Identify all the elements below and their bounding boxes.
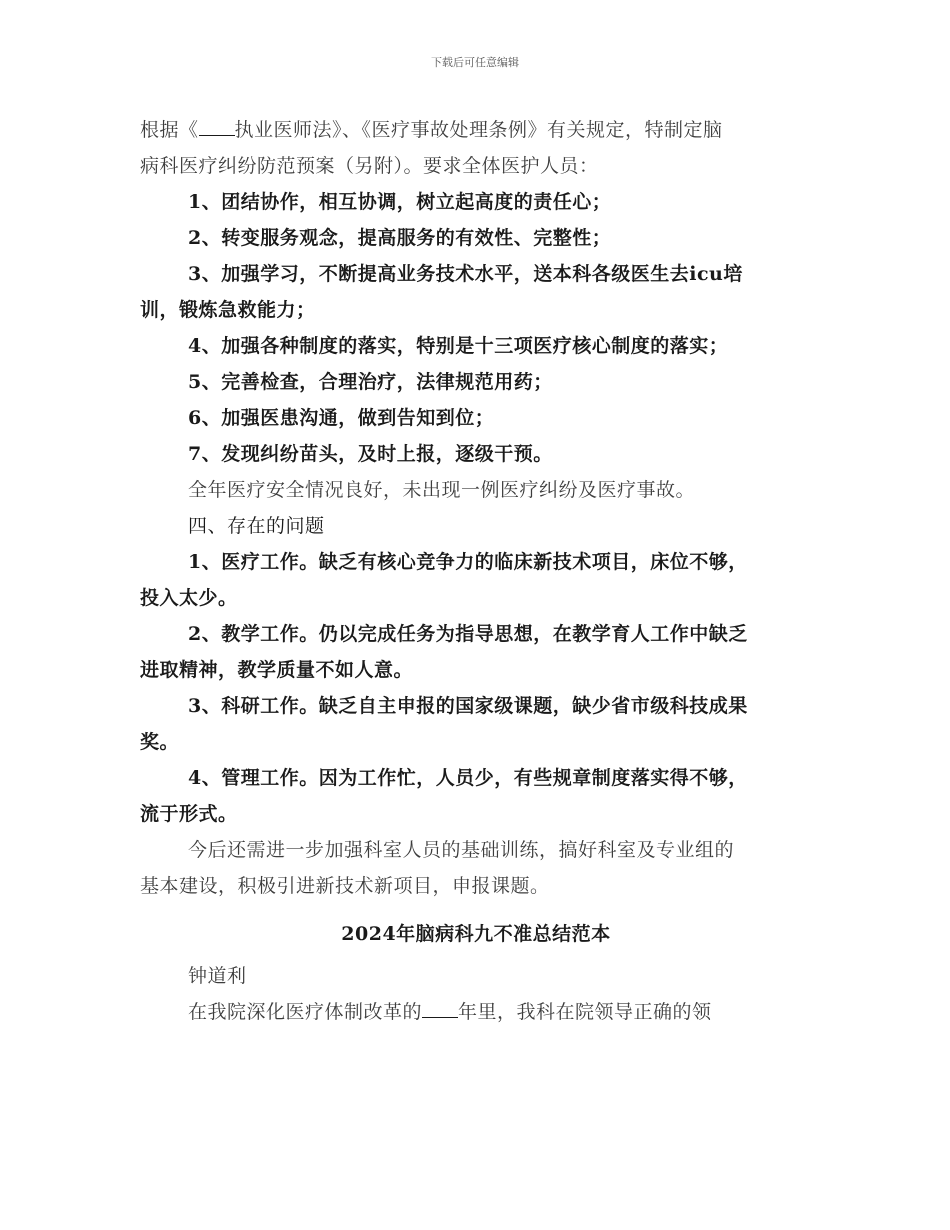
problem-item-1-cont: 投入太少。 bbox=[140, 587, 238, 609]
blank-underline bbox=[199, 119, 235, 136]
intro-text-rest: 执业医师法》、《医疗事故处理条例》有关规定，特制定脑 bbox=[234, 119, 723, 141]
requirement-item-1: 1、团结协作，相互协调，树立起高度的责任心； bbox=[188, 191, 612, 213]
document-title: 2024年脑病科九不准总结范本 bbox=[341, 923, 611, 945]
author-name: 钟道利 bbox=[188, 965, 247, 987]
problem-item-4: 4、管理工作。因为工作忙，人员少，有些规章制度落实得不够， bbox=[188, 767, 748, 789]
problem-item-3: 3、科研工作。缺乏自主申报的国家级课题，缺少省市级科技成果 bbox=[188, 695, 748, 717]
closing-paragraph-line-2: 基本建设，积极引进新技术新项目，申报课题。 bbox=[140, 875, 550, 897]
closing-paragraph-line-1: 今后还需进一步加强科室人员的基础训练，搞好科室及专业组的 bbox=[188, 839, 735, 861]
problem-item-2-cont: 进取精神，教学质量不如人意。 bbox=[140, 659, 414, 681]
requirement-item-3: 3、加强学习，不断提高业务技术水平，送本科各级医生去icu培 bbox=[188, 263, 743, 285]
doc2-intro-rest: 年里，我科在院领导正确的领 bbox=[458, 1001, 712, 1023]
blank-underline bbox=[422, 1001, 458, 1018]
problem-item-1: 1、医疗工作。缺乏有核心竞争力的临床新技术项目，床位不够， bbox=[188, 551, 748, 573]
page-header-note: 下载后可任意编辑 bbox=[431, 56, 519, 69]
requirement-item-7: 7、发现纠纷苗头，及时上报，逐级干预。 bbox=[188, 443, 553, 465]
requirement-item-5: 5、完善检查，合理治疗，法律规范用药； bbox=[188, 371, 553, 393]
intro-paragraph-line-1 bbox=[140, 112, 812, 148]
problem-item-4-cont: 流于形式。 bbox=[140, 803, 238, 825]
problem-item-3-cont: 奖。 bbox=[140, 731, 180, 753]
requirement-item-3-cont: 训，锻炼急救能力； bbox=[140, 299, 316, 321]
requirement-item-2: 2、转变服务观念，提高服务的有效性、完整性； bbox=[188, 227, 612, 249]
problem-item-2: 2、教学工作。仍以完成任务为指导思想，在教学育人工作中缺乏 bbox=[188, 623, 748, 645]
doc2-intro-line bbox=[140, 994, 812, 1030]
doc2-intro-start: 在我院深化医疗体制改革的 bbox=[188, 1001, 423, 1023]
requirement-item-6: 6、加强医患沟通，做到告知到位； bbox=[188, 407, 495, 429]
document-body bbox=[140, 112, 812, 1030]
intro-paragraph-line-2: 病科医疗纠纷防范预案（另附）。要求全体医护人员： bbox=[140, 155, 599, 177]
requirement-item-4: 4、加强各种制度的落实，特别是十三项医疗核心制度的落实； bbox=[188, 335, 729, 357]
section-heading-problems: 四、存在的问题 bbox=[188, 515, 325, 537]
intro-text-start: 根据《 bbox=[140, 119, 199, 141]
safety-summary: 全年医疗安全情况良好，未出现一例医疗纠纷及医疗事故。 bbox=[188, 479, 696, 501]
